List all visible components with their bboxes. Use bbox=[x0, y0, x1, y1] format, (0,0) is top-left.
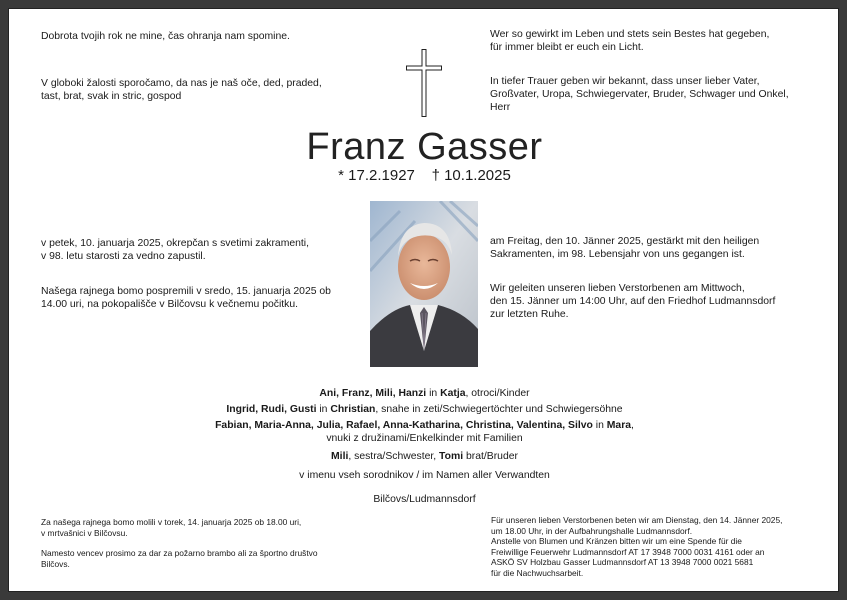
grand-names: Fabian, Maria-Anna, Julia, Rafael, Anna-Katharina, Christina, Valentina, Silvo bbox=[215, 420, 593, 431]
left-footer-line-2: v mrtvašnici v Bilčovsu. bbox=[41, 528, 128, 538]
right-motto-line-1: Wer so gewirkt im Leben und stets sein Bestes hat gegeben, bbox=[490, 29, 770, 40]
family-siblings bbox=[9, 450, 840, 463]
deceased-dates bbox=[9, 167, 840, 185]
left-footer-line-3: Namesto vencev prosimo za dar za požarno brambo ali za športno društvo bbox=[41, 548, 318, 558]
left-funeral-line-1: Našega rajnega bomo pospremili v sredo, 15. januarja 2025 ob bbox=[41, 286, 331, 297]
connector: in bbox=[316, 404, 331, 415]
right-funeral-line-2: den 15. Jänner um 14:00 Uhr, auf den Friedhof Ludmannsdorf bbox=[490, 296, 776, 307]
brother-role: brat/Bruder bbox=[463, 451, 518, 462]
children-names: Ani, Franz, Mili, Hanzi bbox=[319, 388, 427, 399]
connector: in bbox=[592, 420, 607, 431]
deceased-name: Franz Gasser bbox=[306, 126, 543, 168]
birth-date: * 17.2.1927 bbox=[338, 167, 415, 184]
left-footer-line-4: Bilčovs. bbox=[41, 559, 70, 569]
left-footer-line-1: Za našega rajnega bomo molili v torek, 14. januarja 2025 ob 18.00 uri, bbox=[41, 517, 302, 527]
right-funeral-line-3: zur letzten Ruhe. bbox=[490, 309, 569, 320]
left-death-line-2: v 98. letu starosti za vedno zapustil. bbox=[41, 251, 206, 262]
death-date: † 10.1.2025 bbox=[431, 167, 511, 184]
obituary-card bbox=[8, 8, 839, 592]
right-death-line-2: Sakramenten, im 98. Lebensjahr von uns gegangen ist. bbox=[490, 249, 745, 260]
left-funeral-line-2: 14.00 uri, na pokopališče v Bilčovsu k večnemu počitku. bbox=[41, 299, 299, 310]
family-grandchildren-role: vnuki z družinami/Enkelkinder mit Familien bbox=[326, 433, 523, 444]
connector: in bbox=[426, 388, 441, 399]
family-grandchildren bbox=[9, 419, 840, 432]
inlaws-role: , snahe in zeti/Schwiegertöchter und Schwiegersöhne bbox=[375, 404, 623, 415]
portrait-photo bbox=[370, 201, 478, 367]
right-footer-line-6: für die Nachwuchsarbeit. bbox=[491, 567, 584, 578]
children-role: , otroci/Kinder bbox=[465, 388, 530, 399]
right-motto-line-2: für immer bleibt er euch ein Licht. bbox=[490, 42, 644, 53]
right-death-line-1: am Freitag, den 10. Jänner 2025, gestärkt mit den heiligen bbox=[490, 236, 760, 247]
children-partner: Katja bbox=[440, 388, 466, 399]
connector: , bbox=[631, 420, 634, 431]
inlaws-names: Ingrid, Rudi, Gusti bbox=[226, 404, 317, 415]
sister-name: Mili bbox=[331, 451, 349, 462]
right-footer-line-1: Für unseren lieben Verstorbenen beten wir am Dienstag, den 14. Jänner 2025, bbox=[491, 515, 783, 525]
left-motto: Dobrota tvojih rok ne mine, čas ohranja nam spomine. bbox=[41, 31, 290, 42]
family-relatives: v imenu vseh sorodnikov / im Namen aller Verwandten bbox=[299, 470, 550, 481]
right-intro-line-2: Großvater, Uropa, Schwiegervater, Bruder, Schwager und Onkel, bbox=[490, 89, 789, 100]
family-place: Bilčovs/Ludmannsdorf bbox=[373, 494, 476, 505]
brother-name: Tomi bbox=[439, 451, 464, 462]
right-intro-line-3: Herr bbox=[490, 102, 511, 113]
family-inlaws bbox=[9, 403, 840, 416]
left-intro-line-2: tast, brat, svak in stric, gospod bbox=[41, 91, 182, 102]
left-death-line-1: v petek, 10. januarja 2025, okrepčan s svetimi zakramenti, bbox=[41, 238, 309, 249]
right-footer-line-3: Anstelle von Blumen und Kränzen bitten wir um eine Spende für die bbox=[491, 536, 742, 546]
right-footer-line-4: Freiwillige Feuerwehr Ludmannsdorf AT 17 3948 7000 0031 4161 oder an bbox=[491, 546, 765, 557]
right-funeral-line-1: Wir geleiten unseren lieben Verstorbenen am Mittwoch, bbox=[490, 283, 745, 294]
right-footer-line-2: um 18.00 Uhr, in der Aufbahrungshalle Ludmannsdorf. bbox=[491, 525, 693, 536]
family-children bbox=[9, 387, 840, 400]
right-footer-line-5: ASKÖ SV Holzbau Gasser Ludmannsdorf AT 13 3948 7000 0021 5681 bbox=[491, 557, 754, 567]
right-intro-line-1: In tiefer Trauer geben wir bekannt, dass unser lieber Vater, bbox=[490, 76, 760, 87]
sister-role: , sestra/Schwester, bbox=[348, 451, 440, 462]
grand-partner: Mara bbox=[606, 420, 632, 431]
inlaws-partner: Christian bbox=[330, 404, 376, 415]
cross-icon bbox=[406, 49, 442, 117]
left-intro-line-1: V globoki žalosti sporočamo, da nas je naš oče, ded, praded, bbox=[41, 78, 322, 89]
